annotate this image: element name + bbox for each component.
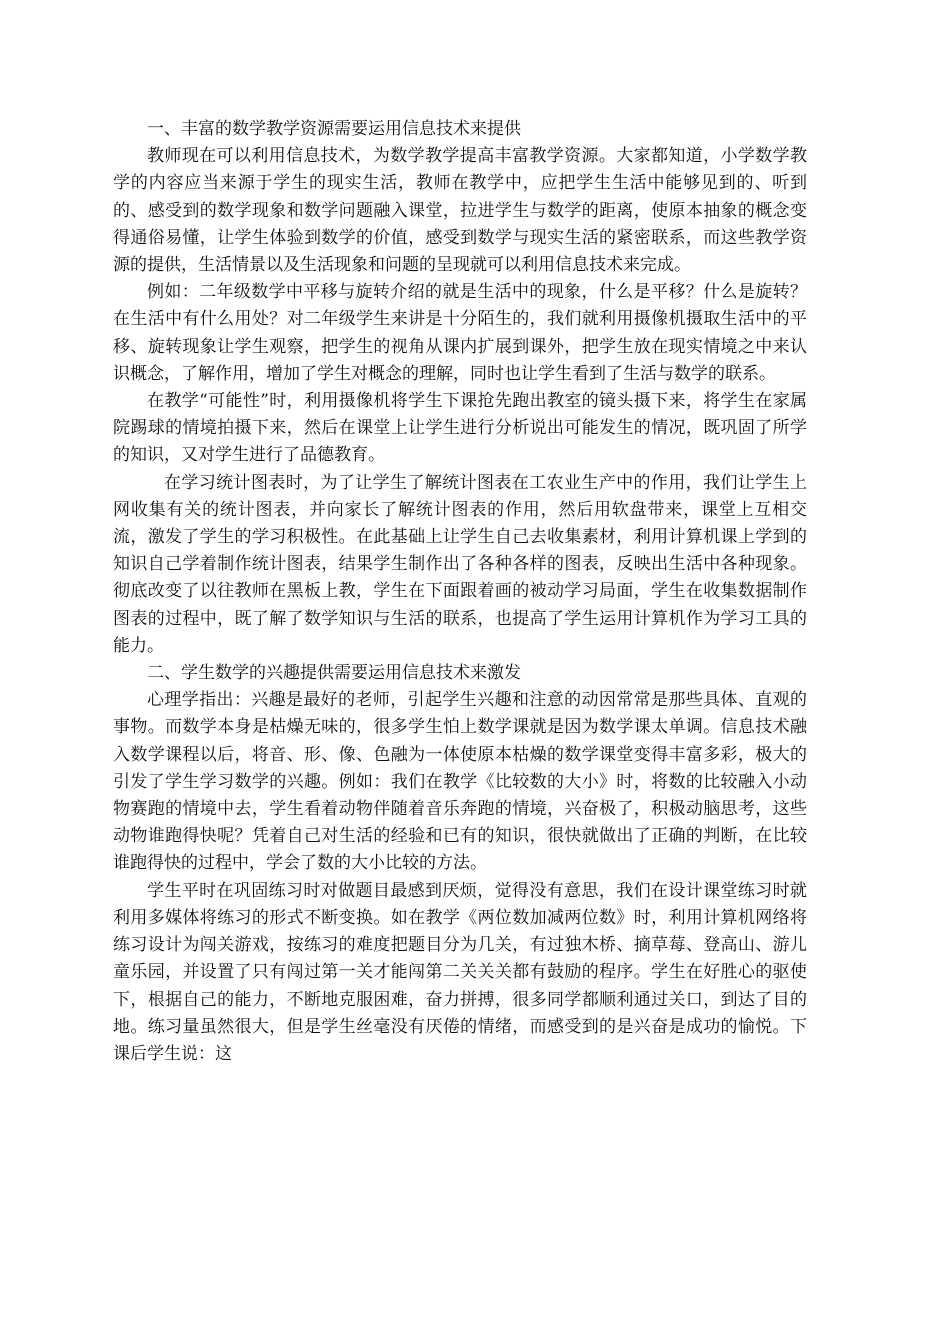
paragraph-interest: 心理学指出：兴趣是最好的老师，引起学生兴趣和注意的动因常常是那些具体、直观的事物。而数学本身是枯燥无味的，很多学生怕上数学课就是因为数学课太单调。信息技术融入数学课程以后，将音、形、像、色融为一体使原本枯燥的数学课堂变得丰富多彩，极大的引发了学生学习数学的兴趣。例如：我们在教学《比较数的大小》时，将数的比较融入小动物赛跑的情境中去，学生看着动物伴随着音乐奔跑的情境，兴奋极了，积极动脑思考，这些动物谁跑得快呢？凭着自己对生活的经验和已有的知识，很快就做出了正确的判断，在比较谁跑得快的过程中，学会了数的大小比较的方法。	[113, 690, 807, 874]
paragraph-possibility: 在教学“可能性”时，利用摄像机将学生下课抢先跑出教室的镜头摄下来，将学生在家属院踢球的情境拍摄下来，然后在课堂上让学生进行分析说出可能发生的情况，既巩固了所学的知识，又对学生进行了品德教育。	[113, 391, 807, 466]
paragraph-practice: 学生平时在巩固练习时对做题目最感到厌烦，觉得没有意思，我们在设计课堂练习时就利用多媒体将练习的形式不断变换。如在教学《两位数加减两位数》时，利用计算机网络将练习设计为闯关游戏，按练习的难度把题目分为几关，有过独木桥、摘草莓、登高山、游儿童乐园，并设置了只有闯过第一关才能闯第二关关关都有鼓励的程序。学生在好胜心的驱使下，根据自己的能力，不断地克服困难，奋力拼搏，很多同学都顺利通过关口，到达了目的地。练习量虽然很大，但是学生丝毫没有厌倦的情绪，而感受到的是兴奋是成功的愉悦。下课后学生说：这	[113, 880, 807, 1064]
paragraph-translation-rotation: 例如：二年级数学中平移与旋转介绍的就是生活中的现象，什么是平移？什么是旋转？在生活中有什么用处？对二年级学生来讲是十分陌生的，我们就利用摄像机摄取生活中的平移、旋转现象让学生观察，把学生的视角从课内扩展到课外，把学生放在现实情境之中来认识概念，了解作用，增加了学生对概念的理解，同时也让学生看到了生活与数学的联系。	[113, 282, 807, 384]
document-page	[113, 116, 807, 1068]
paragraph-resources: 教师现在可以利用信息技术，为数学教学提高丰富教学资源。大家都知道，小学数学教学的内容应当来源于学生的现实生活，教师在教学中，应把学生生活中能够见到的、听到的、感受到的数学现象和数学问题融入课堂，拉进学生与数学的距离，使原本抽象的概念变得通俗易懂，让学生体验到数学的价值，感受到数学与现实生活的紧密联系，而这些教学资源的提供，生活情景以及生活现象和问题的呈现就可以利用信息技术来完成。	[113, 146, 807, 276]
section-heading-2: 二、学生数学的兴趣提供需要运用信息技术来激发	[147, 663, 521, 684]
paragraph-statistics: 在学习统计图表时，为了让学生了解统计图表在工农业生产中的作用，我们让学生上网收集有关的统计图表，并向家长了解统计图表的作用，然后用软盘带来，课堂上互相交流，激发了学生的学习积极性。在此基础上让学生自己去收集素材，利用计算机课上学到的知识自己学着制作统计图表，结果学生制作出了各种各样的图表，反映出生活中各种现象。彻底改变了以往教师在黑板上教，学生在下面跟着画的被动学习局面，学生在收集数据制作图表的过程中，既了解了数学知识与生活的联系，也提高了学生运用计算机作为学习工具的能力。	[113, 472, 807, 656]
section-heading-1: 一、丰富的数学教学资源需要运用信息技术来提供	[147, 119, 521, 139]
